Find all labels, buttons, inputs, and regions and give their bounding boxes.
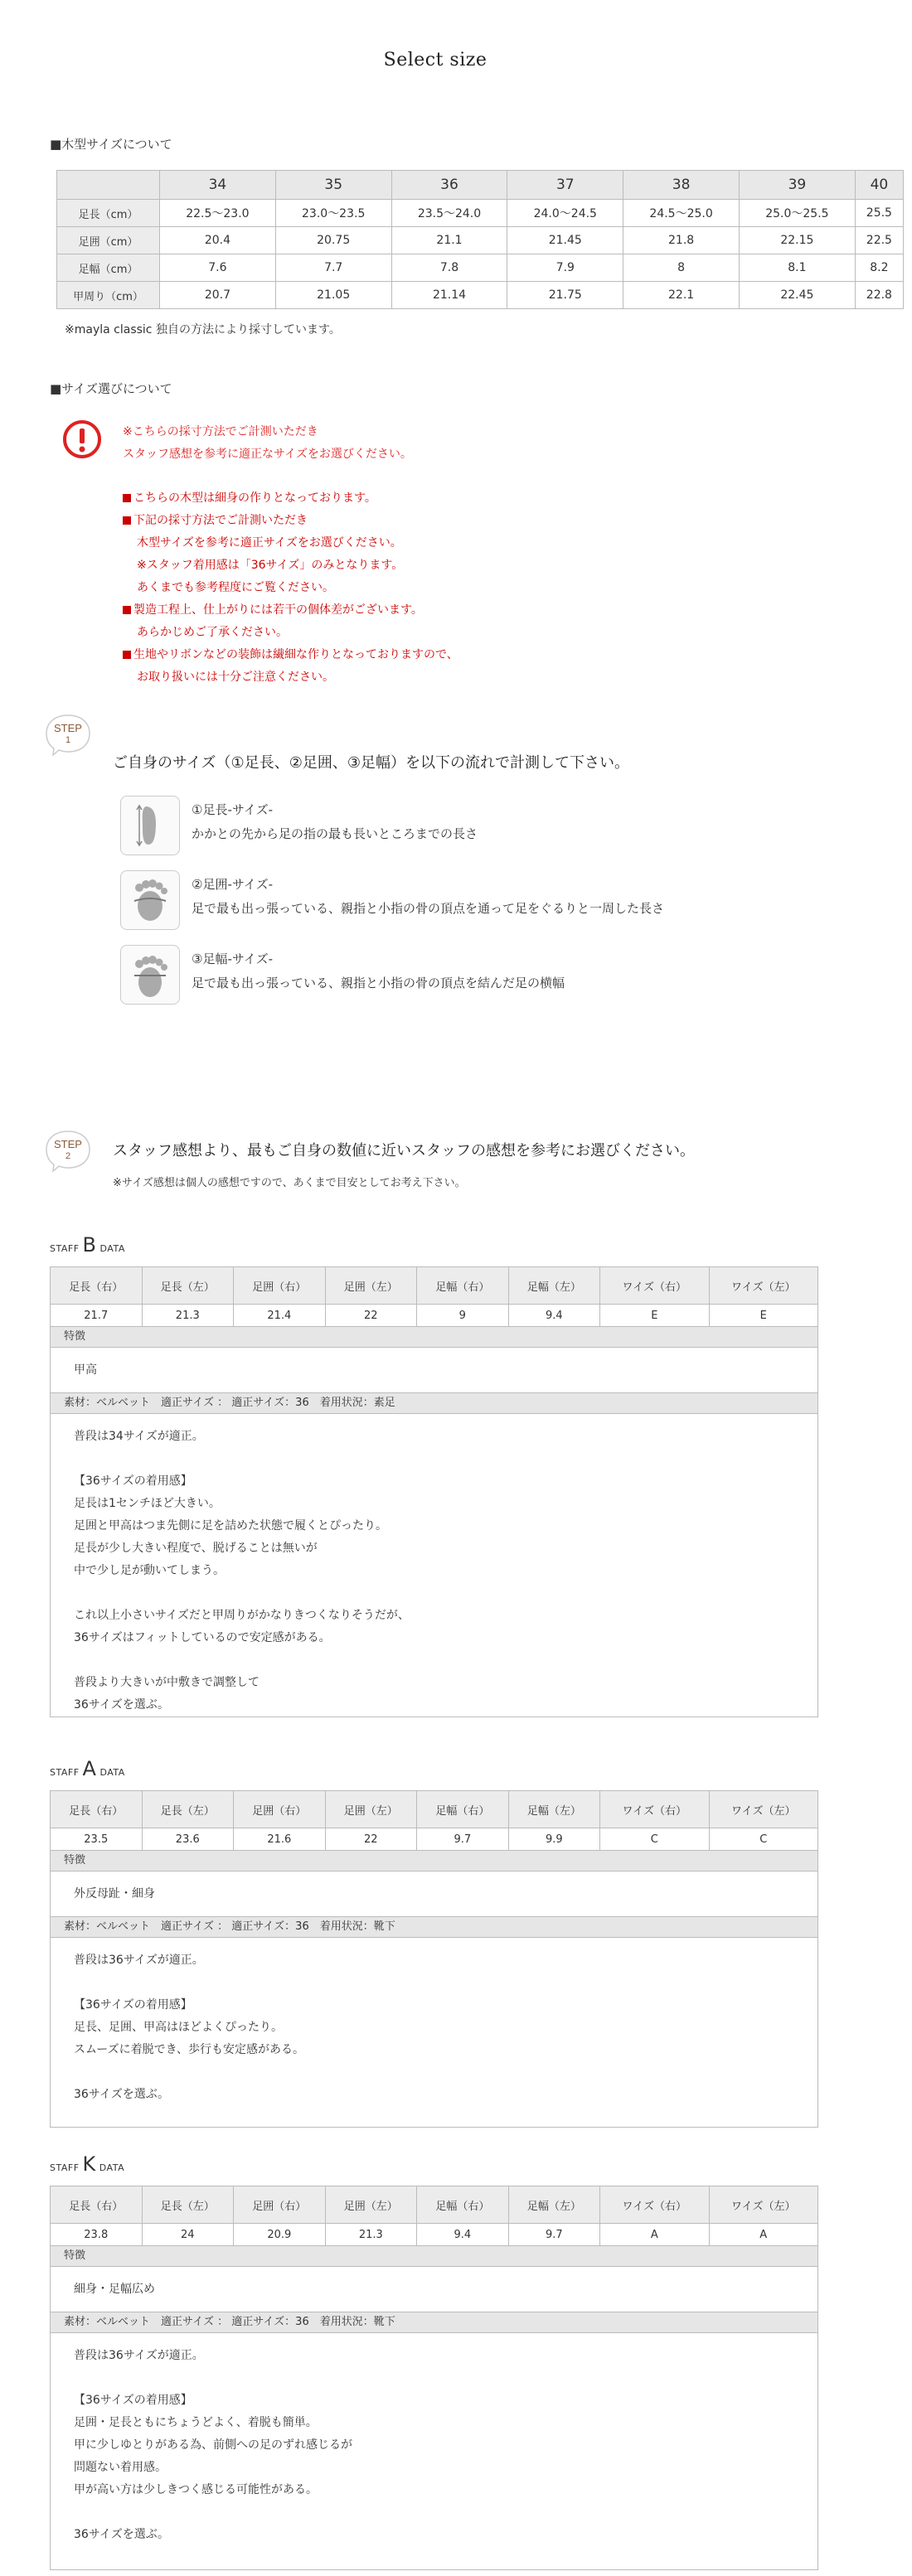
column-header: 足幅（左） xyxy=(508,2186,600,2224)
step-2-note: ※サイズ感想は個人の感想ですので、あくまで目安としてお考え下さい。 xyxy=(113,1177,466,1189)
alert-message xyxy=(123,421,412,466)
info-text: 素材：ベルベット 適正サイズ ： 適正サイズ：36 着用状況：素足 xyxy=(64,1397,395,1409)
notice-text: 木型サイズを参考に適正サイズをお選びください。 xyxy=(137,536,402,550)
staff-heading xyxy=(50,1233,125,1257)
feature-box xyxy=(50,1348,818,1393)
table-row xyxy=(57,200,904,227)
table-row xyxy=(57,282,904,309)
measure-label: ②足囲-サイズ- xyxy=(192,877,274,892)
table-cell: 22.8 xyxy=(855,282,903,309)
feature-text: 甲高 xyxy=(74,1363,97,1377)
table-cell: 20.4 xyxy=(160,227,276,254)
table-row xyxy=(51,2224,818,2246)
column-header: 足幅（左） xyxy=(508,1791,600,1828)
table-cell: 8.1 xyxy=(739,254,855,282)
page-title: Select size xyxy=(383,50,488,70)
table-cell: 20.9 xyxy=(234,2224,326,2246)
table-cell: 21.6 xyxy=(234,1828,326,1851)
staff-heading xyxy=(50,1757,125,1780)
comment-box xyxy=(50,1414,818,1717)
table-cell: 21.8 xyxy=(623,227,740,254)
table-cell: 7.9 xyxy=(507,254,623,282)
table-cell: 22 xyxy=(325,1828,417,1851)
table-cell: 24 xyxy=(142,2224,234,2246)
column-header: 足幅（左） xyxy=(508,1267,600,1305)
measure-desc: 足で最も出っ張っている、親指と小指の骨の頂点を結んだ足の横幅 xyxy=(192,976,565,990)
table-cell: C xyxy=(600,1828,709,1851)
measure-label: ③足幅-サイズ- xyxy=(192,951,274,966)
staff-prefix: STAFF xyxy=(50,1243,80,1254)
column-header: 足幅（右） xyxy=(417,1791,509,1828)
feature-label-bar xyxy=(50,2245,818,2267)
table-cell: A xyxy=(600,2224,709,2246)
foot-length-icon xyxy=(120,796,180,855)
table-cell: 21.75 xyxy=(507,282,623,309)
table-cell: 7.6 xyxy=(160,254,276,282)
table-cell: 22.5～23.0 xyxy=(160,200,276,227)
step-bubble-icon xyxy=(43,1129,93,1174)
red-square-icon xyxy=(123,606,131,614)
info-text: 素材：ベルベット 適正サイズ ： 適正サイズ：36 着用状況：靴下 xyxy=(64,2316,395,2328)
column-header: 足長（右） xyxy=(51,1267,143,1305)
column-header: ワイズ（右） xyxy=(600,2186,709,2224)
feature-label-bar xyxy=(50,1850,818,1871)
step-bubble-icon xyxy=(43,713,93,758)
table-row xyxy=(51,1828,818,1851)
row-label: 足長（cm） xyxy=(57,200,160,227)
table-cell: 22.15 xyxy=(739,227,855,254)
comment-box xyxy=(50,2333,818,2570)
exclamation-icon xyxy=(61,419,103,460)
staff-prefix: STAFF xyxy=(50,1767,80,1778)
feature-box xyxy=(50,2267,818,2312)
feature-label: 特徴 xyxy=(64,1854,86,1867)
column-header: 足囲（右） xyxy=(234,1267,326,1305)
table-cell: 24.0～24.5 xyxy=(507,200,623,227)
row-label: 足囲（cm） xyxy=(57,227,160,254)
column-header: 足長（左） xyxy=(142,2186,234,2224)
table-cell: E xyxy=(709,1305,818,1327)
column-header: 足囲（左） xyxy=(325,1791,417,1828)
last-size-table xyxy=(56,170,904,309)
size-header: 37 xyxy=(507,171,623,200)
feature-label-bar xyxy=(50,1326,818,1348)
table-cell: 20.75 xyxy=(275,227,391,254)
column-header: 足長（右） xyxy=(51,2186,143,2224)
table-cell: 21.4 xyxy=(234,1305,326,1327)
table-cell: 21.1 xyxy=(391,227,507,254)
size-header: 39 xyxy=(739,171,855,200)
row-label: 足幅（cm） xyxy=(57,254,160,282)
staff-prefix: STAFF xyxy=(50,2162,80,2173)
column-header: 足囲（左） xyxy=(325,1267,417,1305)
table-cell: 8.2 xyxy=(855,254,903,282)
size-header: 35 xyxy=(275,171,391,200)
red-square-icon xyxy=(123,494,131,502)
staff-measure-table xyxy=(50,2186,818,2246)
size-header: 40 xyxy=(855,171,903,200)
table-cell: 23.8 xyxy=(51,2224,143,2246)
notice-item xyxy=(123,644,458,666)
table-cell: A xyxy=(709,2224,818,2246)
size-header: 34 xyxy=(160,171,276,200)
notice-text: ※スタッフ着用感は「36サイズ」のみとなります。 xyxy=(137,559,404,572)
notice-item xyxy=(123,487,458,510)
step-1-word: STEP xyxy=(54,722,82,734)
column-header: 足囲（右） xyxy=(234,2186,326,2224)
table-cell: 22.45 xyxy=(739,282,855,309)
feature-text: 細身・足幅広め xyxy=(74,2283,155,2296)
red-square-icon xyxy=(123,651,131,659)
notice-text: 製造工程上、仕上がりには若干の個体差がございます。 xyxy=(133,603,423,617)
table-cell: 21.3 xyxy=(142,1305,234,1327)
table-cell: 7.7 xyxy=(275,254,391,282)
notice-text: 下記の採寸方法でご計測いただき xyxy=(133,514,308,527)
red-square-icon xyxy=(123,516,131,525)
table-cell: 9.4 xyxy=(508,1305,600,1327)
corner-cell xyxy=(57,171,160,200)
table-cell: 22.1 xyxy=(623,282,740,309)
notice-text: お取り扱いには十分ご注意ください。 xyxy=(137,671,334,684)
step-1-number: 1 xyxy=(65,735,71,745)
step-2-badge xyxy=(43,1129,93,1174)
notice-text: こちらの木型は細身の作りとなっております。 xyxy=(133,491,376,505)
notice-item xyxy=(123,510,458,532)
alert-line: スタッフ感想を参考に適正なサイズをお選びください。 xyxy=(123,448,412,461)
table-cell: 9.7 xyxy=(417,1828,509,1851)
column-header: 足長（左） xyxy=(142,1267,234,1305)
column-header: ワイズ（左） xyxy=(709,2186,818,2224)
table-cell: 9.9 xyxy=(508,1828,600,1851)
notice-text: 生地やリボンなどの装飾は繊細な作りとなっておりますので、 xyxy=(133,648,458,661)
staff-letter: K xyxy=(82,2152,96,2176)
last-size-heading: ■木型サイズについて xyxy=(50,137,172,152)
info-text: 素材：ベルベット 適正サイズ ： 適正サイズ：36 着用状況：靴下 xyxy=(64,1920,395,1933)
column-header: ワイズ（左） xyxy=(709,1791,818,1828)
notice-item xyxy=(123,599,458,622)
table-row xyxy=(57,254,904,282)
column-header: 足幅（右） xyxy=(417,2186,509,2224)
step-1-title: ご自身のサイズ（①足長、②足囲、③足幅）を以下の流れで計測して下さい。 xyxy=(113,754,629,772)
table-cell: 25.5 xyxy=(855,200,903,227)
table-cell: 23.0～23.5 xyxy=(275,200,391,227)
table-header-row xyxy=(51,1267,818,1305)
measure-desc: 足で最も出っ張っている、親指と小指の骨の頂点を通って足をぐるりと一周した長さ xyxy=(192,901,665,916)
foot-girth-icon xyxy=(120,870,180,930)
table-cell: 21.45 xyxy=(507,227,623,254)
foot-width-icon xyxy=(120,945,180,1005)
table-cell: 9.7 xyxy=(508,2224,600,2246)
feature-label: 特徴 xyxy=(64,1330,86,1343)
feature-label: 特徴 xyxy=(64,2249,86,2262)
measure-item-length xyxy=(120,796,866,855)
staff-measure-table xyxy=(50,1266,818,1327)
staff-suffix: DATA xyxy=(99,1767,125,1778)
info-bar xyxy=(50,1392,818,1414)
table-cell: E xyxy=(600,1305,709,1327)
table-header-row xyxy=(51,2186,818,2224)
table-cell: 23.6 xyxy=(142,1828,234,1851)
column-header: 足囲（左） xyxy=(325,2186,417,2224)
step-2-word: STEP xyxy=(54,1138,82,1150)
table-cell: 22 xyxy=(325,1305,417,1327)
measure-item-girth xyxy=(120,870,866,930)
column-header: 足囲（右） xyxy=(234,1791,326,1828)
table-cell: 24.5～25.0 xyxy=(623,200,740,227)
step-1-badge xyxy=(43,713,93,758)
column-header: ワイズ（右） xyxy=(600,1267,709,1305)
table-cell: C xyxy=(709,1828,818,1851)
column-header: 足幅（右） xyxy=(417,1267,509,1305)
column-header: 足長（左） xyxy=(142,1791,234,1828)
column-header: 足長（右） xyxy=(51,1791,143,1828)
measure-desc: かかとの先から足の指の最も長いところまでの長さ xyxy=(192,826,478,841)
table-header-row xyxy=(51,1791,818,1828)
step-2-title: スタッフ感想より、最もご自身の数値に近いスタッフの感想を参考にお選びください。 xyxy=(113,1142,695,1160)
column-header: ワイズ（左） xyxy=(709,1267,818,1305)
table-cell: 7.8 xyxy=(391,254,507,282)
table-cell: 23.5～24.0 xyxy=(391,200,507,227)
staff-letter: A xyxy=(82,1757,97,1780)
alert-line: ※こちらの採寸方法でご計測いただき xyxy=(123,425,318,438)
notice-list xyxy=(123,487,458,689)
table-row xyxy=(57,227,904,254)
size-header: 36 xyxy=(391,171,507,200)
notice-item xyxy=(123,622,458,644)
table-cell: 25.0～25.5 xyxy=(739,200,855,227)
info-bar xyxy=(50,2312,818,2333)
step-2-number: 2 xyxy=(65,1151,71,1161)
notice-item xyxy=(123,666,458,689)
table-cell: 21.7 xyxy=(51,1305,143,1327)
table-cell: 21.3 xyxy=(325,2224,417,2246)
table-cell: 21.14 xyxy=(391,282,507,309)
measure-label: ①足長-サイズ- xyxy=(192,802,274,817)
staff-suffix: DATA xyxy=(99,2162,125,2173)
staff-suffix: DATA xyxy=(99,1243,125,1254)
staff-letter: B xyxy=(82,1233,97,1257)
feature-text: 外反母趾・細身 xyxy=(74,1887,155,1901)
table-cell: 22.5 xyxy=(855,227,903,254)
feature-box xyxy=(50,1871,818,1917)
notice-text: あらかじめご了承ください。 xyxy=(137,626,288,639)
column-header: ワイズ（右） xyxy=(600,1791,709,1828)
table-cell: 8 xyxy=(623,254,740,282)
comment-box xyxy=(50,1938,818,2128)
comment-text: 普段は34サイズが適正。 【36サイズの着用感】 足長は1センチほど大きい。 足囲と甲高はつま先側に足を詰めた状態で履くとぴったり。 足長が少し大きい程度で、脱げることは無いが 中で少し足が動いてしまう。 これ以上小さいサイズだと甲周りがかなりきつくなりそうだが、 36サイズはフィットしているので安定感がある。 普段より大きいが中敷きで調整して 36サイズを選ぶ。 xyxy=(74,1430,410,1712)
notice-item xyxy=(123,577,458,599)
info-bar xyxy=(50,1916,818,1938)
table-cell: 9.4 xyxy=(417,2224,509,2246)
staff-measure-table xyxy=(50,1790,818,1851)
measure-item-width xyxy=(120,945,866,1005)
table-cell: 20.7 xyxy=(160,282,276,309)
staff-heading xyxy=(50,2152,124,2176)
last-size-note: ※mayla classic 独自の方法により採寸しています。 xyxy=(65,323,341,337)
size-selection-heading: ■サイズ選びについて xyxy=(50,381,172,396)
table-cell: 9 xyxy=(417,1305,509,1327)
notice-item xyxy=(123,554,458,577)
table-cell: 21.05 xyxy=(275,282,391,309)
row-label: 甲周り（cm） xyxy=(57,282,160,309)
comment-text: 普段は36サイズが適正。 【36サイズの着用感】 足長、足囲、甲高はほどよくぴったり。 スムーズに着脱でき、歩行も安定感がある。 36サイズを選ぶ。 xyxy=(74,1954,305,2101)
size-header: 38 xyxy=(623,171,740,200)
table-cell: 23.5 xyxy=(51,1828,143,1851)
comment-text: 普段は36サイズが適正。 【36サイズの着用感】 足囲・足長ともにちょうどよく、着脱も簡単。 甲に少しゆとりがある為、前側への足のずれ感じるが 問題ない着用感。 甲が高い方は少しきつく感じる可能性がある。 36サイズを選ぶ。 xyxy=(74,2349,352,2541)
notice-text: あくまでも参考程度にご覧ください。 xyxy=(137,581,334,594)
notice-item xyxy=(123,532,458,554)
table-row xyxy=(51,1305,818,1327)
